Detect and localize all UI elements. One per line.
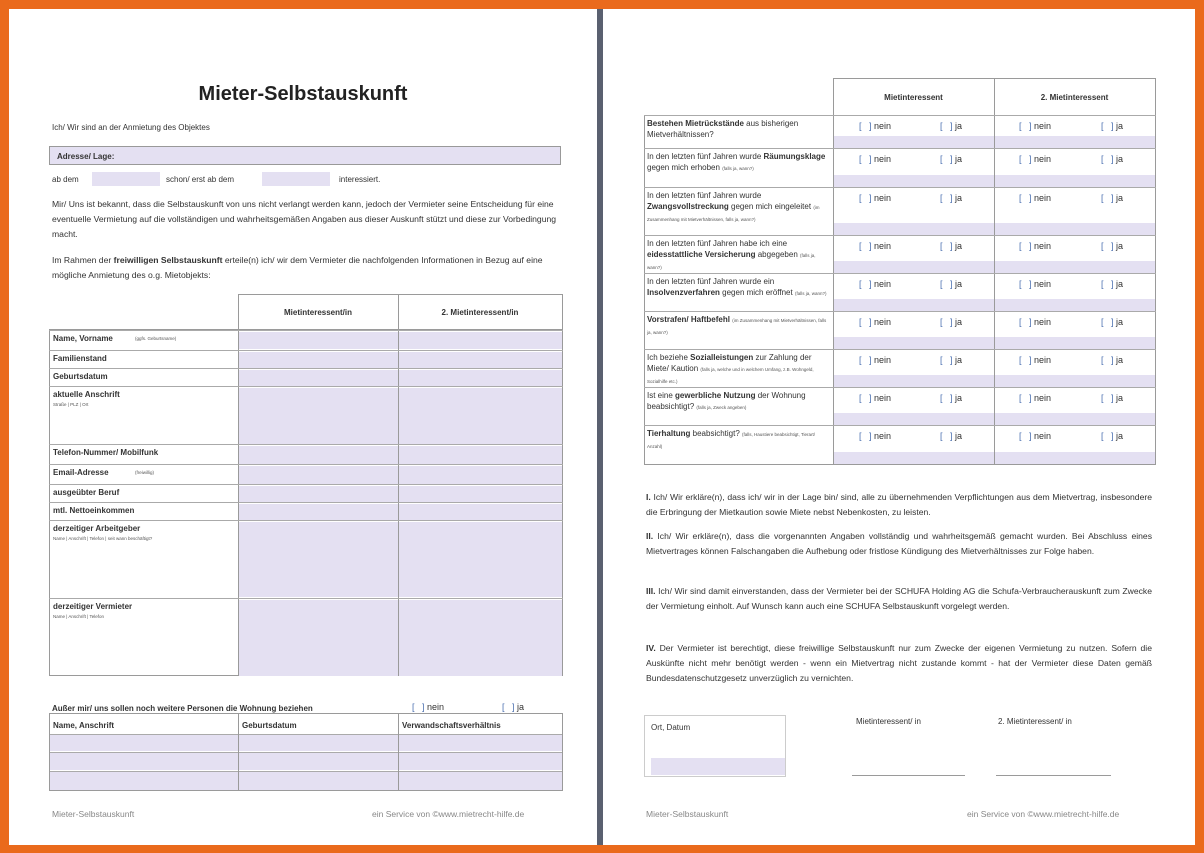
applicant-2-ja-checkbox-label: ja [1116, 393, 1124, 403]
question-row [644, 349, 1156, 387]
col-applicant-2: 2. Mietinteressent/in [441, 308, 519, 317]
signature-line-2[interactable] [996, 775, 1111, 776]
applicant-2-nein-checkbox[interactable]: [ ] nein [1019, 431, 1052, 441]
declaration-text: Ich/ Wir erkläre(n), dass ich/ wir in der Lage bin/ sind, alle zu übernehmenden Verpflichtungen aus dem Mietvertrag, insbesondere die Erbringung der Mietkaution sowie Miete nebst Nebenkosten, zu leisten. [646, 492, 1152, 517]
applicant-row [49, 598, 563, 675]
persons-col-birth: Geburtsdatum [242, 721, 297, 730]
declaration-paragraph [646, 529, 1152, 559]
ab-dem-label: ab dem [52, 175, 79, 184]
applicant-2-ja-checkbox[interactable]: [ ] ja [1101, 431, 1124, 441]
question-sublabel: (falls ja, wann?) [794, 291, 827, 296]
applicant-1-nein-checkbox[interactable]: [ ] nein [859, 193, 892, 203]
applicant-1-field[interactable] [239, 332, 398, 349]
question-bold: gewerbliche Nutzung [675, 391, 756, 400]
question-text [647, 118, 831, 141]
applicant-2-ja-checkbox[interactable]: [ ] ja [1101, 355, 1124, 365]
question-post: zur Zahlung der Miete/ Kaution [647, 353, 812, 373]
question-post: aus bisherigen Mietverhältnissen? [647, 119, 799, 139]
answer-1-field[interactable] [834, 375, 994, 387]
applicant-2-nein-checkbox[interactable]: [ ] nein [1019, 317, 1052, 327]
declaration-number: III. [646, 586, 656, 596]
paragraph-two-a: Im Rahmen der [52, 255, 114, 265]
question-pre: Ist eine [647, 391, 676, 400]
question-sublabel: (falls, Haustiere beabsichtigt, Tierart/ Anzahl) [647, 432, 816, 449]
applicant-2-ja-checkbox-label: ja [1116, 241, 1124, 251]
question-pre: In den letzten fünf Jahren habe ich eine [647, 239, 788, 248]
applicant-row [49, 484, 563, 502]
question-row [644, 187, 1156, 235]
applicant-1-nein-checkbox-label: nein [874, 241, 892, 251]
applicant-2-field[interactable] [399, 352, 562, 369]
applicant-2-field[interactable] [399, 504, 562, 521]
row-label: ausgeübter Beruf [53, 488, 120, 497]
declaration-text: Ich/ Wir sind damit einverstanden, dass der Vermieter bei der SCHUFA Holding AG die Schufa-Verbraucherauskunft zum Zwecke der Vermietung einholt. Auf Wunsch kann auch eine SCHUFA Selbstauskunft vorgelegt werden. [646, 586, 1152, 611]
row-label: Familienstand [53, 354, 107, 363]
persons-question: Außer mir/ uns sollen noch weitere Personen die Wohnung beziehen [52, 704, 313, 713]
applicant-1-nein-checkbox[interactable]: [ ] nein [859, 279, 892, 289]
applicant-1-ja-checkbox-label: ja [955, 121, 963, 131]
question-text [647, 314, 831, 338]
applicant-1-nein-checkbox-label: nein [874, 317, 892, 327]
applicant-1-nein-checkbox[interactable]: [ ] nein [859, 355, 892, 365]
applicant-1-field[interactable] [239, 486, 398, 503]
applicant-2-nein-checkbox[interactable]: [ ] nein [1019, 154, 1052, 164]
applicant-1-nein-checkbox[interactable]: [ ] nein [859, 241, 892, 251]
applicant-1-ja-checkbox-label: ja [955, 317, 963, 327]
applicant-1-field[interactable] [239, 466, 398, 484]
answer-2-field[interactable] [995, 175, 1155, 187]
answer-2-field[interactable] [995, 375, 1155, 387]
question-row [644, 425, 1156, 464]
q-col-applicant-1: Mietinteressent [884, 93, 943, 102]
applicant-2-ja-checkbox-label: ja [1116, 193, 1124, 203]
applicant-1-ja-checkbox-label: ja [955, 154, 963, 164]
applicant-1-nein-checkbox-label: nein [874, 279, 892, 289]
applicant-row [49, 350, 563, 368]
applicant-1-field[interactable] [239, 446, 398, 464]
signature-label-1: Mietinteressent/ in [856, 717, 921, 726]
applicant-row [49, 368, 563, 386]
row-sublabel: (ggfs. Geburtsname) [135, 336, 177, 341]
declaration-number: II. [646, 531, 654, 541]
applicant-1-ja-checkbox-label: ja [955, 279, 963, 289]
question-bold: Tierhaltung [647, 429, 691, 438]
question-sublabel: (falls ja, wann?) [722, 166, 754, 171]
row-label: Geburtsdatum [53, 372, 108, 381]
question-text [647, 238, 831, 273]
question-bold: Räumungsklage [763, 152, 826, 161]
applicant-2-ja-checkbox-label: ja [1116, 279, 1124, 289]
page-two [603, 9, 1195, 845]
question-text [647, 276, 831, 299]
applicant-1-nein-checkbox[interactable]: [ ] nein [859, 317, 892, 327]
col-applicant-1: Mietinteressent/in [283, 308, 352, 317]
applicant-1-nein-checkbox-label: nein [874, 154, 892, 164]
applicant-1-nein-checkbox[interactable]: [ ] nein [859, 431, 892, 441]
questions-table [644, 78, 1156, 465]
declaration-number: I. [646, 492, 651, 502]
persons-col-name: Name, Anschrift [53, 721, 115, 730]
answer-2-field[interactable] [995, 299, 1155, 311]
declaration-paragraph [646, 584, 1152, 614]
applicant-row [49, 520, 563, 596]
persons-row[interactable] [50, 752, 562, 770]
question-post: gegen mich eröffnet [719, 288, 793, 297]
applicant-2-field[interactable] [399, 486, 562, 503]
intro-text: Ich/ Wir sind an der Anmietung des Objektes [52, 123, 210, 132]
applicant-2-nein-checkbox[interactable]: [ ] nein [1019, 193, 1052, 203]
applicant-2-nein-checkbox-label: nein [1034, 431, 1052, 441]
applicant-1-ja-checkbox[interactable]: [ ] ja [940, 121, 963, 131]
applicant-2-nein-checkbox[interactable]: [ ] nein [1019, 241, 1052, 251]
applicant-2-ja-checkbox-label: ja [1116, 121, 1124, 131]
ort-datum-box [644, 715, 786, 777]
row-sublabel: Name | Anschrift | Telefon | seit wann beschäftigt? [53, 536, 153, 541]
start-date-field[interactable] [92, 172, 160, 186]
answer-1-field[interactable] [834, 337, 994, 349]
row-label: Telefon-Nummer/ Mobilfunk [53, 448, 159, 457]
applicant-row [49, 464, 563, 483]
applicant-1-field[interactable] [239, 522, 398, 597]
answer-1-field[interactable] [834, 175, 994, 187]
applicant-2-field[interactable] [399, 332, 562, 349]
footer-left-2: Mieter-Selbstauskunft [646, 809, 729, 819]
question-row [644, 311, 1156, 349]
applicant-1-ja-checkbox-label: ja [955, 431, 963, 441]
question-text [647, 151, 831, 174]
question-bold: Insolvenzverfahren [647, 288, 720, 297]
applicant-1-nein-checkbox-label: nein [874, 193, 892, 203]
applicant-1-nein-checkbox-label: nein [874, 355, 892, 365]
applicant-1-field[interactable] [239, 504, 398, 521]
applicant-1-ja-checkbox-label: ja [955, 355, 963, 365]
address-label: Adresse/ Lage: [57, 152, 115, 161]
alt-date-field[interactable] [262, 172, 330, 186]
persons-nein-label: nein [427, 702, 445, 712]
applicant-2-nein-checkbox[interactable]: [ ] nein [1019, 121, 1052, 131]
persons-table [49, 713, 563, 791]
persons-ja-label: ja [517, 702, 525, 712]
paragraph-one: Mir/ Uns ist bekannt, dass die Selbstauskunft von uns nicht verlangt werden kann, jedoch der Vermieter seine Entscheidung für eine eventuelle Vermietung auf die vollständigen und wahrheitsgemäßen Angaben aus dieser Auskunft stützt und diese zur Vorbedingung macht. [52, 199, 557, 239]
applicant-2-ja-checkbox[interactable]: [ ] ja [1101, 317, 1124, 327]
applicant-1-nein-checkbox[interactable]: [ ] nein [859, 393, 892, 403]
applicant-1-ja-checkbox[interactable]: [ ] ja [940, 193, 963, 203]
question-row [644, 273, 1156, 311]
declaration-paragraph [646, 490, 1152, 520]
applicant-row [49, 330, 563, 348]
footer-right: ein Service von ©www.mietrecht-hilfe.de [372, 809, 525, 819]
declaration-paragraph [646, 641, 1152, 686]
question-bold: Vorstrafen/ Haftbefehl [647, 315, 730, 324]
paragraph-two-bold: freiwilligen Selbstauskunft [113, 255, 223, 265]
applicant-2-field[interactable] [399, 388, 562, 444]
applicant-2-nein-checkbox[interactable]: [ ] nein [1019, 393, 1052, 403]
applicant-2-ja-checkbox[interactable]: [ ] ja [1101, 241, 1124, 251]
answer-2-field[interactable] [995, 337, 1155, 349]
applicant-1-ja-checkbox[interactable]: [ ] ja [940, 393, 963, 403]
question-bold: Sozialleistungen [690, 353, 754, 362]
answer-1-field[interactable] [834, 452, 994, 464]
applicant-row [49, 444, 563, 463]
footer-left: Mieter-Selbstauskunft [52, 809, 135, 819]
declaration-text: Ich/ Wir erkläre(n), dass die vorgenannten Angaben vollständig und wahrheitsgemäß gemacht wurden. Bei Abschluss eines Mietvertrages können Falschangaben die Aufhebung oder fristlose Kündigung des Mietverhältnisses zur Folge haben. [646, 531, 1152, 556]
document-title: Mieter-Selbstauskunft [198, 83, 408, 105]
answer-2-field[interactable] [995, 452, 1155, 464]
question-row [644, 115, 1156, 148]
footer-right-2: ein Service von ©www.mietrecht-hilfe.de [967, 809, 1120, 819]
applicant-1-ja-checkbox-label: ja [955, 193, 963, 203]
answer-1-field[interactable] [834, 261, 994, 273]
paragraph-two [52, 253, 562, 283]
question-text [647, 190, 831, 225]
applicant-1-ja-checkbox[interactable]: [ ] ja [940, 154, 963, 164]
row-sublabel: Straße | PLZ | Ort [53, 402, 89, 407]
applicant-2-ja-checkbox-label: ja [1116, 355, 1124, 365]
question-bold: Zwangsvollstreckung [647, 202, 729, 211]
applicant-2-nein-checkbox[interactable]: [ ] nein [1019, 279, 1052, 289]
question-post: beabsichtigt? [690, 429, 740, 438]
answer-1-field[interactable] [834, 413, 994, 425]
answer-2-field[interactable] [995, 136, 1155, 148]
applicant-1-ja-checkbox-label: ja [955, 241, 963, 251]
answer-1-field[interactable] [834, 136, 994, 148]
question-pre: In den letzten fünf Jahren wurde [647, 152, 764, 161]
row-label: derzeitiger Vermieter [53, 602, 133, 611]
applicant-1-nein-checkbox[interactable]: [ ] nein [859, 121, 892, 131]
applicant-2-field[interactable] [399, 370, 562, 387]
applicant-2-nein-checkbox-label: nein [1034, 154, 1052, 164]
applicant-2-field[interactable] [399, 600, 562, 676]
question-sublabel: (falls ja, wann?) [647, 253, 816, 270]
answer-1-field[interactable] [834, 299, 994, 311]
applicant-1-field[interactable] [239, 370, 398, 387]
ort-datum-field[interactable] [651, 758, 785, 775]
applicant-2-nein-checkbox-label: nein [1034, 121, 1052, 131]
question-post: gegen mich eingeleitet [728, 202, 812, 211]
question-bold: Bestehen Mietrückstände [647, 119, 744, 128]
applicant-2-field[interactable] [399, 446, 562, 464]
row-label: Email-Adresse [53, 468, 109, 477]
question-bold: eidesstattliche Versicherung [647, 250, 756, 259]
applicant-2-ja-checkbox-label: ja [1116, 317, 1124, 327]
applicant-table [49, 294, 563, 676]
persons-ja-checkbox[interactable]: [ ] ja [502, 702, 525, 712]
applicant-1-field[interactable] [239, 388, 398, 444]
row-label: derzeitiger Arbeitgeber [53, 524, 141, 533]
address-field[interactable] [49, 146, 561, 165]
applicant-row [49, 502, 563, 520]
row-label: Name, Vorname [53, 334, 113, 343]
applicant-1-field[interactable] [239, 600, 398, 676]
answer-2-field[interactable] [995, 261, 1155, 273]
applicant-1-nein-checkbox-label: nein [874, 431, 892, 441]
applicant-1-ja-checkbox[interactable]: [ ] ja [940, 355, 963, 365]
applicant-2-ja-checkbox[interactable]: [ ] ja [1101, 279, 1124, 289]
question-post: der Wohnung beabsichtigt? [647, 391, 806, 411]
question-post: abgegeben [755, 250, 798, 259]
declaration-number: IV. [646, 643, 656, 653]
applicant-2-ja-checkbox[interactable]: [ ] ja [1101, 393, 1124, 403]
signature-label-2: 2. Mietinteressent/ in [998, 717, 1072, 726]
persons-row[interactable] [50, 771, 562, 790]
applicant-1-ja-checkbox[interactable]: [ ] ja [940, 241, 963, 251]
applicant-2-nein-checkbox-label: nein [1034, 193, 1052, 203]
persons-nein-checkbox[interactable]: [ ] nein [412, 702, 445, 712]
persons-row[interactable] [50, 734, 562, 751]
row-sublabel: (freiwillig) [135, 470, 154, 475]
applicant-1-nein-checkbox[interactable]: [ ] nein [859, 154, 892, 164]
question-sublabel: (im Zusammenhang mit Mietverhältnissen, falls ja, wann?) [647, 205, 820, 222]
signature-line-1[interactable] [852, 775, 965, 776]
applicant-1-ja-checkbox[interactable]: [ ] ja [940, 431, 963, 441]
applicant-1-ja-checkbox-label: ja [955, 393, 963, 403]
applicant-2-ja-checkbox[interactable]: [ ] ja [1101, 154, 1124, 164]
question-post: gegen mich erhoben [647, 163, 720, 172]
paragraph-two-b: erteile(n) ich/ wir dem Vermieter die nachfolgenden Informationen in Bezug auf eine mögliche Anmietung des o.g. Mietobjekts: [52, 255, 543, 280]
applicant-2-ja-checkbox-label: ja [1116, 154, 1124, 164]
row-label: aktuelle Anschrift [53, 390, 120, 399]
question-sublabel: (im Zusammenhang mit Mietverhältnissen, falls ja, wann?) [647, 318, 827, 335]
declaration-text: Der Vermieter ist berechtigt, diese freiwillige Selbstauskunft nur zum Zwecke der eigenen Vermietung zu nutzen. Sofern die Auskünfte nicht mehr benötigt werden - wenn ein Mietvertrag nicht zustande kommt - hat der Vermieter diese Daten gemäß Bundesdatenschutzgesetz unverzüglich zu vernichten. [646, 643, 1152, 683]
page-one [9, 9, 597, 845]
applicant-2-ja-checkbox-label: ja [1116, 431, 1124, 441]
answer-2-field[interactable] [995, 413, 1155, 425]
applicant-2-nein-checkbox-label: nein [1034, 355, 1052, 365]
answer-2-field[interactable] [995, 223, 1155, 235]
question-row [644, 235, 1156, 273]
applicant-2-field[interactable] [399, 466, 562, 484]
schon-label: schon/ erst ab dem [166, 175, 235, 184]
applicant-1-ja-checkbox[interactable]: [ ] ja [940, 279, 963, 289]
ort-datum-label: Ort, Datum [651, 723, 691, 732]
question-pre: In den letzten fünf Jahren wurde [647, 191, 762, 200]
question-sublabel: (falls ja, welche und in welchem Umfang, z.B. Wohngeld, Sozialhilfe etc.) [647, 367, 814, 384]
question-row [644, 148, 1156, 187]
applicant-1-nein-checkbox-label: nein [874, 121, 892, 131]
question-pre: In den letzten fünf Jahren wurde ein [647, 277, 775, 286]
applicant-2-field[interactable] [399, 522, 562, 597]
question-text [647, 390, 831, 413]
question-pre: Ich beziehe [647, 353, 691, 362]
applicant-2-nein-checkbox[interactable]: [ ] nein [1019, 355, 1052, 365]
applicant-1-field[interactable] [239, 352, 398, 369]
applicant-2-ja-checkbox[interactable]: [ ] ja [1101, 193, 1124, 203]
applicant-2-ja-checkbox[interactable]: [ ] ja [1101, 121, 1124, 131]
applicant-row [49, 386, 563, 443]
persons-col-relation: Verwandschaftsverhältnis [402, 721, 501, 730]
interessiert-label: interessiert. [339, 175, 381, 184]
row-sublabel: Name | Anschrift | Telefon [53, 614, 105, 619]
answer-1-field[interactable] [834, 223, 994, 235]
row-label: mtl. Nettoeinkommen [53, 506, 135, 515]
applicant-2-nein-checkbox-label: nein [1034, 279, 1052, 289]
question-row [644, 387, 1156, 425]
applicant-2-nein-checkbox-label: nein [1034, 317, 1052, 327]
applicant-2-nein-checkbox-label: nein [1034, 241, 1052, 251]
applicant-1-ja-checkbox[interactable]: [ ] ja [940, 317, 963, 327]
applicant-2-nein-checkbox-label: nein [1034, 393, 1052, 403]
question-sublabel: (falls ja, Zweck angeben) [696, 405, 747, 410]
question-text [647, 352, 831, 387]
question-text [647, 428, 831, 452]
q-col-applicant-2: 2. Mietinteressent [1040, 93, 1109, 102]
applicant-1-nein-checkbox-label: nein [874, 393, 892, 403]
